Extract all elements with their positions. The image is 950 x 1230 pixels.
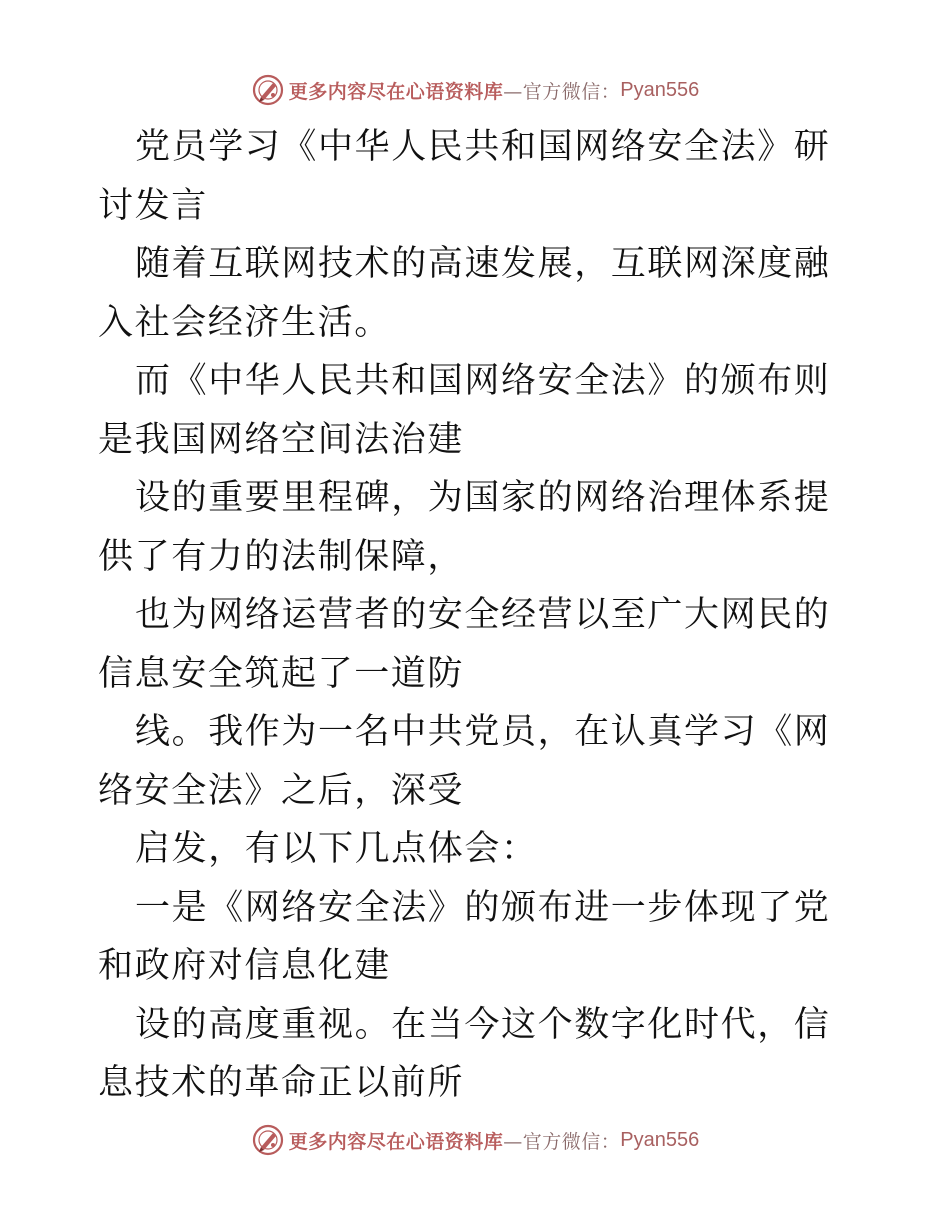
paragraph: 而《中华人民共和国网络安全法》的颁布则是我国网络空间法治建 — [98, 361, 831, 460]
paragraph: 设的高度重视。在当今这个数字化时代，信息技术的革命正以前所 — [98, 1004, 831, 1103]
footer-banner-wechat-label: —官方微信： — [503, 1130, 621, 1153]
footer-banner-wechat-id: Pyan556 — [620, 1128, 700, 1151]
header-banner-wechat-id: Pyan556 — [620, 78, 700, 101]
document-body — [98, 118, 858, 1113]
header-banner-title: 更多内容尽在心语资料库 — [288, 80, 504, 103]
document-title: 党员学习《中华人民共和国网络安全法》研讨发言 — [98, 127, 831, 226]
pen-nib-logo-icon — [251, 73, 285, 107]
header-banner — [0, 70, 950, 110]
footer-banner-title: 更多内容尽在心语资料库 — [288, 1130, 504, 1153]
paragraph: 随着互联网技术的高速发展，互联网深度融入社会经济生活。 — [98, 244, 831, 343]
paragraph: 线。我作为一名中共党员，在认真学习《网络安全法》之后，深受 — [98, 712, 831, 811]
pen-nib-logo-icon — [251, 1123, 285, 1157]
paragraph: 设的重要里程碑，为国家的网络治理体系提供了有力的法制保障， — [98, 478, 831, 577]
paragraph: 启发，有以下几点体会： — [135, 829, 538, 869]
paragraph: 一是《网络安全法》的颁布进一步体现了党和政府对信息化建 — [98, 887, 831, 986]
header-banner-wechat-label: —官方微信： — [503, 80, 621, 103]
footer-banner — [0, 1120, 950, 1160]
paragraph: 也为网络运营者的安全经营以至广大网民的信息安全筑起了一道防 — [98, 595, 831, 694]
